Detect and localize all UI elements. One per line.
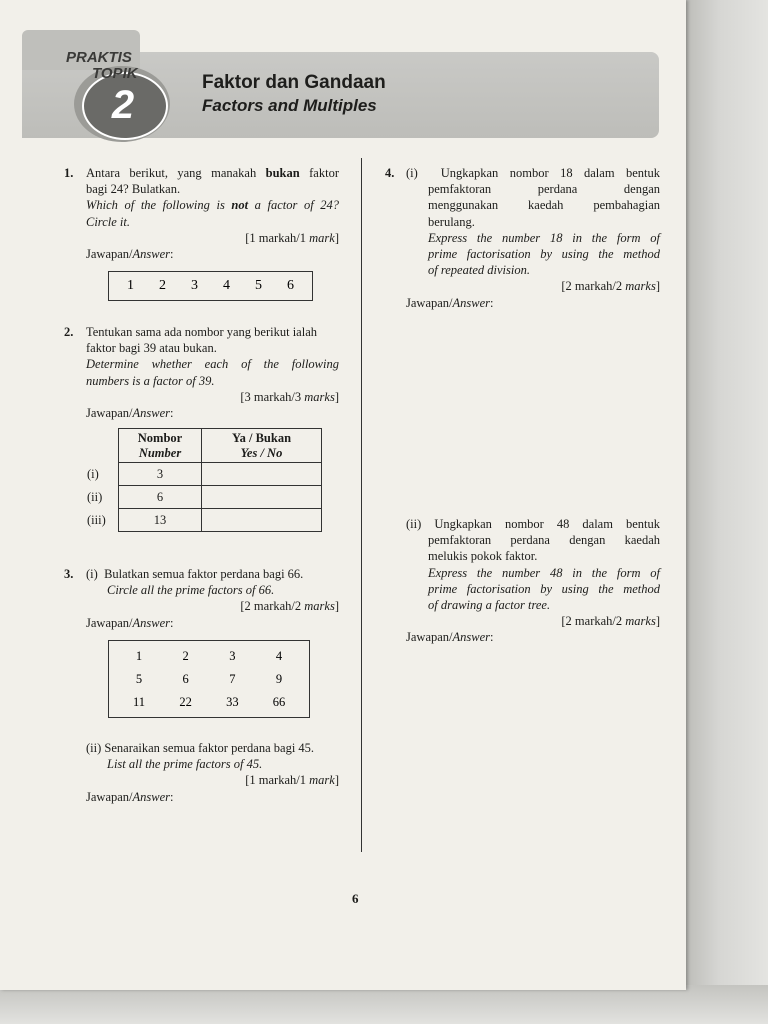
q3-part-ii: (ii) Senaraikan semua faktor perdana bagi 45. List all the prime factors of 45. [1 markah/1 mark] Jawapan/Answer:	[86, 741, 339, 804]
q1-option[interactable]: 1	[127, 278, 134, 293]
q2-answer-cell[interactable]	[202, 486, 322, 509]
q3-part-i: (i) Bulatkan semua faktor perdana bagi 66. Circle all the prime factors of 66. [2 markah/2 marks] Jawapan/Answer:	[86, 567, 339, 630]
q3-grid-number[interactable]: 6	[182, 672, 189, 686]
column-divider	[361, 158, 362, 852]
q3-grid-number[interactable]: 4	[275, 649, 283, 663]
q3-grid-number[interactable]: 66	[272, 695, 286, 709]
q1-option[interactable]: 2	[159, 278, 166, 293]
page-number: 6	[352, 891, 359, 906]
q3-grid-number[interactable]: 1	[135, 649, 143, 663]
q3-part-i-marks: [2 markah/2 marks]	[240, 599, 339, 614]
q4-part-i: (i) Ungkapkan nombor 18 dalam bentuk pemfaktoran perdana dengan menggunakan kaedah pembahagian berulang. Express the number 18 in the form of prime factorisation by using the method of repeated division. [2 markah/2 marks] Jawapan/Answer:	[406, 166, 660, 310]
q1-option[interactable]: 3	[191, 278, 198, 293]
q2-number-cell: 6	[119, 486, 202, 509]
table-row	[119, 463, 322, 486]
q3-grid-number[interactable]: 33	[226, 695, 239, 709]
q1-option[interactable]: 5	[255, 278, 262, 293]
q3-grid-row	[121, 668, 297, 691]
scan-background-bottom	[0, 985, 768, 1024]
q2-text: Tentukan sama ada nombor yang berikut ialah faktor bagi 39 atau bukan. Determine whether each of the following numbers is a factor of 39. [3 markah/3 marks] Jawapan/Answer:	[86, 325, 339, 421]
q1-answer-label: Jawapan/Answer:	[86, 247, 174, 262]
q3-answer-label-i: Jawapan/Answer:	[86, 615, 174, 630]
q2-col-number: Nombor Number	[119, 429, 202, 463]
q2-row-label: (iii)	[87, 513, 106, 527]
q4-answer-label-ii: Jawapan/Answer:	[406, 630, 494, 645]
q3-grid-number[interactable]: 11	[132, 695, 146, 709]
q3-grid-number[interactable]: 22	[179, 695, 192, 709]
page-title-en: Factors and Multiples	[202, 96, 377, 115]
table-row	[119, 486, 322, 509]
q1-marks: [1 markah/1 mark]	[245, 230, 339, 245]
q4-part-ii-marks: [2 markah/2 marks]	[561, 614, 660, 629]
q2-answer-label: Jawapan/Answer:	[86, 406, 174, 421]
q3-grid-number[interactable]: 9	[275, 672, 283, 686]
q2-number-cell: 3	[119, 463, 202, 486]
table-row	[119, 509, 322, 532]
q2-col-yesno: Ya / Bukan Yes / No	[202, 429, 322, 463]
q1-options	[109, 272, 312, 300]
q1-options-box	[108, 271, 313, 301]
q4-answer-label-i: Jawapan/Answer:	[406, 295, 494, 310]
q3-grid-number[interactable]: 5	[135, 672, 143, 686]
q4-part-ii: (ii) Ungkapkan nombor 48 dalam bentuk pemfaktoran perdana dengan kaedah melukis pokok faktor. Express the number 48 in the form of prime factorisation by using the method of drawing a factor tree. [2 markah/2 marks] Jawapan/Answer:	[406, 517, 660, 645]
q3-grid-number[interactable]: 7	[229, 672, 236, 686]
q3-number: 3.	[64, 567, 74, 581]
q2-answer-cell[interactable]	[202, 509, 322, 532]
q3-grid-row	[121, 645, 297, 668]
q2-row-label: (i)	[87, 467, 99, 481]
q3-part-ii-marks: [1 markah/1 mark]	[245, 773, 339, 788]
topic-number: 2	[111, 83, 135, 127]
q4-part-i-marks: [2 markah/2 marks]	[561, 279, 660, 294]
scan-background	[686, 0, 768, 1024]
q3-grid-row	[121, 691, 297, 714]
praktis-topik-label	[66, 50, 138, 82]
praktis-label: PRAKTIS	[66, 49, 132, 66]
q3-answer-label-ii: Jawapan/Answer:	[86, 789, 174, 804]
q1-option[interactable]: 6	[287, 278, 294, 293]
topik-label: TOPIK	[92, 65, 138, 82]
q1-option[interactable]: 4	[223, 278, 230, 293]
q2-marks: [3 markah/3 marks]	[240, 389, 339, 404]
q3-grid-number[interactable]: 2	[182, 649, 189, 663]
q3-factor-grid	[109, 641, 309, 714]
q3-factor-grid-box	[108, 640, 310, 718]
page-title-ms: Faktor dan Gandaan	[202, 72, 386, 93]
q4-number: 4.	[385, 166, 395, 180]
q2-row-label: (ii)	[87, 490, 103, 504]
q2-row-labels	[87, 463, 106, 532]
q2-number-cell: 13	[119, 509, 202, 532]
q2-table	[118, 428, 322, 532]
q2-table-wrap	[86, 428, 322, 532]
q2-answer-cell[interactable]	[202, 463, 322, 486]
q3-grid-number[interactable]: 3	[229, 649, 236, 663]
q1-text: Antara berikut, yang manakah bukan faktor bagi 24? Bulatkan. Which of the following is not a factor of 24? Circle it. [1 markah/1 mark] Jawapan/Answer:	[86, 166, 339, 262]
q1-number: 1.	[64, 166, 74, 180]
q2-number: 2.	[64, 325, 74, 339]
